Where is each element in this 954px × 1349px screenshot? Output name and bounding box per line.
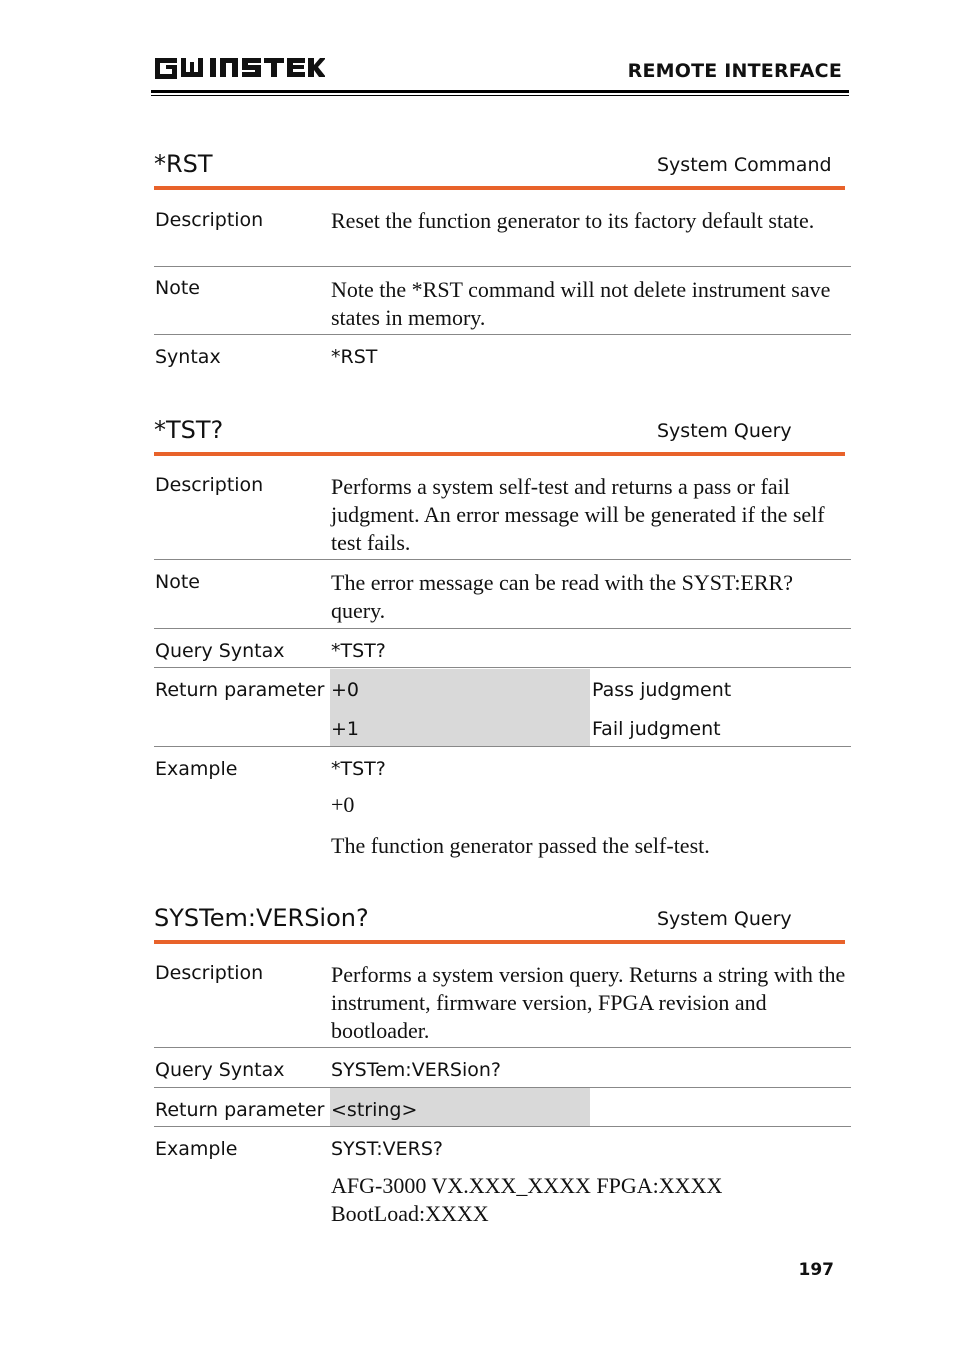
tst-return-label: Return parameter — [155, 679, 325, 701]
tst-example-cmd: *TST? — [331, 758, 386, 780]
return-value: +0 — [331, 679, 360, 701]
row-rule — [154, 559, 851, 560]
tst-note-label: Note — [155, 571, 200, 593]
tst-divider — [154, 452, 845, 456]
row-rule — [154, 746, 851, 747]
ver-desc-label: Description — [155, 962, 264, 984]
row-rule — [154, 1047, 851, 1048]
rst-syntax-label: Syntax — [155, 346, 221, 368]
tst-desc-label: Description — [155, 474, 264, 496]
tst-desc-text: Performs a system self-test and returns a pass or fail judgment. An error message will be generated if the self test fails. — [331, 474, 825, 555]
page-number: 197 — [798, 1260, 834, 1280]
header-rule — [151, 90, 849, 93]
ver-return-label: Return parameter — [155, 1099, 325, 1121]
tst-qsyntax-label: Query Syntax — [155, 640, 285, 662]
tst-type: System Query — [657, 420, 792, 442]
ver-example-resp: AFG-3000 VX.XXX_XXXX FPGA:XXXX BootLoad:XXXX — [331, 1173, 723, 1226]
return-meaning: Fail judgment — [592, 718, 721, 740]
ver-example-cmd: SYST:VERS? — [331, 1138, 443, 1160]
ver-divider — [154, 940, 845, 944]
return-meaning: Pass judgment — [592, 679, 732, 701]
rst-type: System Command — [657, 154, 832, 176]
gw-instek-logo — [153, 54, 325, 82]
tst-example-note: The function generator passed the self-test. — [331, 833, 710, 858]
section-header: REMOTE INTERFACE — [627, 60, 842, 82]
tst-qsyntax: *TST? — [331, 640, 386, 662]
ver-desc-text: Performs a system version query. Returns a string with the instrument, firmware version, FPGA revision and bootloader. — [331, 962, 846, 1043]
tst-title: *TST? — [154, 416, 224, 444]
row-rule — [154, 628, 851, 629]
row-rule — [154, 334, 851, 335]
ver-return-value: <string> — [331, 1099, 418, 1121]
rst-syntax: *RST — [331, 346, 378, 368]
row-rule — [154, 266, 851, 267]
return-value: +1 — [331, 718, 360, 740]
ver-qsyntax-label: Query Syntax — [155, 1059, 285, 1081]
rst-title: *RST — [154, 150, 213, 178]
rst-divider — [154, 186, 845, 190]
rst-note-text: Note the *RST command will not delete instrument save states in memory. — [331, 277, 831, 330]
rst-note-label: Note — [155, 277, 200, 299]
ver-title: SYSTem:VERSion? — [154, 904, 369, 932]
row-rule — [154, 667, 851, 668]
row-rule — [154, 1126, 851, 1127]
tst-example-label: Example — [155, 758, 238, 780]
ver-type: System Query — [657, 908, 792, 930]
tst-example-resp: +0 — [331, 792, 355, 817]
tst-note-text: The error message can be read with the SYST:ERR? query. — [331, 570, 793, 623]
ver-qsyntax: SYSTem:VERSion? — [331, 1059, 501, 1081]
rst-desc-label: Description — [155, 209, 264, 231]
return-value-shade — [330, 669, 590, 746]
ver-example-label: Example — [155, 1138, 238, 1160]
header-rule-thin — [151, 95, 849, 96]
rst-desc-text: Reset the function generator to its factory default state. — [331, 208, 815, 233]
